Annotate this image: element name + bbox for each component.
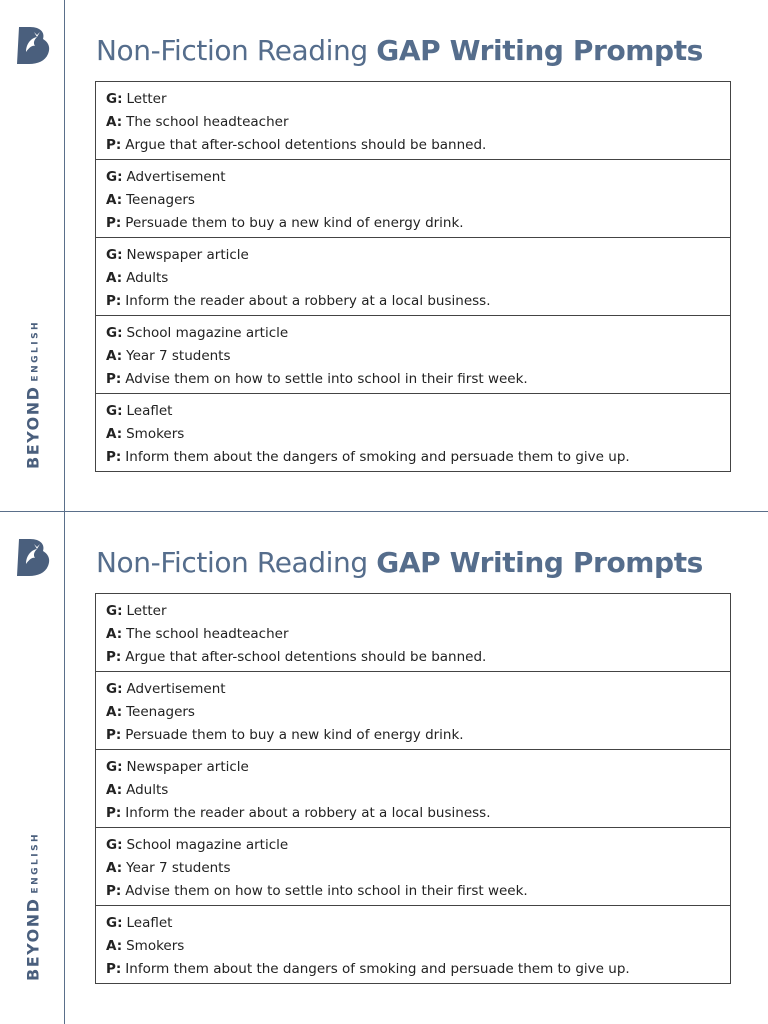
purpose-label: P: [106,649,122,665]
audience-value: Adults [126,270,169,286]
genre-line [106,678,730,701]
audience-label: A: [106,860,123,876]
purpose-line [106,880,730,903]
prompt-table [95,593,731,984]
audience-label: A: [106,626,123,642]
prompt-box [96,394,730,471]
genre-value: Letter [126,603,167,619]
prompt-box [96,828,730,906]
purpose-label: P: [106,449,122,465]
genre-value: Leaflet [126,915,173,931]
audience-label: A: [106,270,123,286]
genre-label: G: [106,759,123,775]
genre-label: G: [106,915,123,931]
page-title [96,34,703,67]
purpose-value: Inform the reader about a robbery at a local business. [125,805,491,821]
purpose-line [106,212,730,235]
prompt-box [96,160,730,238]
audience-value: The school headteacher [126,626,289,642]
genre-label: G: [106,325,123,341]
genre-value: Newspaper article [126,759,249,775]
audience-label: A: [106,782,123,798]
audience-label: A: [106,114,123,130]
beyond-logo-icon [14,536,52,576]
genre-line [106,88,730,111]
genre-value: Advertisement [126,681,226,697]
genre-value: Newspaper article [126,247,249,263]
audience-value: Adults [126,782,169,798]
worksheet-bottom [0,512,768,1024]
audience-value: Year 7 students [126,348,231,364]
genre-label: G: [106,169,123,185]
genre-line [106,912,730,935]
purpose-label: P: [106,137,122,153]
purpose-line [106,646,730,669]
brand-wordmark [24,320,43,469]
brand-sub: ENGLISH [30,319,41,382]
prompt-box [96,672,730,750]
purpose-value: Inform them about the dangers of smoking and persuade them to give up. [125,961,630,977]
audience-line [106,701,730,724]
brand-name: BEYOND [23,385,43,469]
prompt-table [95,81,731,472]
purpose-line [106,368,730,391]
beyond-logo-icon [14,24,52,64]
genre-label: G: [106,403,123,419]
audience-line [106,779,730,802]
genre-value: Letter [126,91,167,107]
purpose-label: P: [106,215,122,231]
audience-line [106,857,730,880]
purpose-label: P: [106,293,122,309]
audience-value: Smokers [126,426,185,442]
audience-label: A: [106,938,123,954]
genre-line [106,166,730,189]
genre-value: School magazine article [126,325,289,341]
audience-value: Smokers [126,938,185,954]
prompt-box [96,906,730,983]
genre-line [106,244,730,267]
brand-wordmark [24,832,43,981]
prompt-box [96,82,730,160]
purpose-value: Advise them on how to settle into school in their first week. [125,883,528,899]
purpose-value: Argue that after-school detentions should be banned. [125,649,487,665]
prompt-box [96,594,730,672]
title-bold: GAP Writing Prompts [376,34,703,67]
purpose-label: P: [106,883,122,899]
purpose-label: P: [106,371,122,387]
title-light: Non-Fiction Reading [96,34,368,67]
genre-line [106,322,730,345]
audience-line [106,345,730,368]
audience-line [106,267,730,290]
margin-line [64,512,65,1024]
genre-label: G: [106,247,123,263]
prompt-box [96,316,730,394]
purpose-line [106,724,730,747]
margin-line [64,0,65,512]
title-bold: GAP Writing Prompts [376,546,703,579]
purpose-value: Advise them on how to settle into school in their first week. [125,371,528,387]
brand-sub: ENGLISH [30,831,41,894]
genre-line [106,600,730,623]
audience-label: A: [106,192,123,208]
purpose-label: P: [106,805,122,821]
purpose-value: Inform them about the dangers of smoking and persuade them to give up. [125,449,630,465]
audience-value: Teenagers [126,192,195,208]
genre-line [106,756,730,779]
purpose-value: Persuade them to buy a new kind of energy drink. [125,215,464,231]
purpose-value: Argue that after-school detentions should be banned. [125,137,487,153]
genre-value: Leaflet [126,403,173,419]
prompt-box [96,750,730,828]
purpose-line [106,134,730,157]
audience-value: Year 7 students [126,860,231,876]
audience-line [106,423,730,446]
audience-line [106,935,730,958]
purpose-label: P: [106,727,122,743]
audience-value: Teenagers [126,704,195,720]
title-light: Non-Fiction Reading [96,546,368,579]
audience-label: A: [106,704,123,720]
audience-line [106,623,730,646]
purpose-line [106,802,730,825]
prompt-box [96,238,730,316]
purpose-line [106,958,730,981]
audience-label: A: [106,426,123,442]
genre-label: G: [106,837,123,853]
genre-line [106,400,730,423]
genre-line [106,834,730,857]
purpose-value: Persuade them to buy a new kind of energy drink. [125,727,464,743]
genre-value: Advertisement [126,169,226,185]
audience-label: A: [106,348,123,364]
genre-value: School magazine article [126,837,289,853]
purpose-line [106,446,730,469]
genre-label: G: [106,91,123,107]
audience-value: The school headteacher [126,114,289,130]
audience-line [106,189,730,212]
genre-label: G: [106,681,123,697]
brand-name: BEYOND [23,897,43,981]
page-title [96,546,703,579]
purpose-value: Inform the reader about a robbery at a local business. [125,293,491,309]
audience-line [106,111,730,134]
purpose-line [106,290,730,313]
genre-label: G: [106,603,123,619]
purpose-label: P: [106,961,122,977]
